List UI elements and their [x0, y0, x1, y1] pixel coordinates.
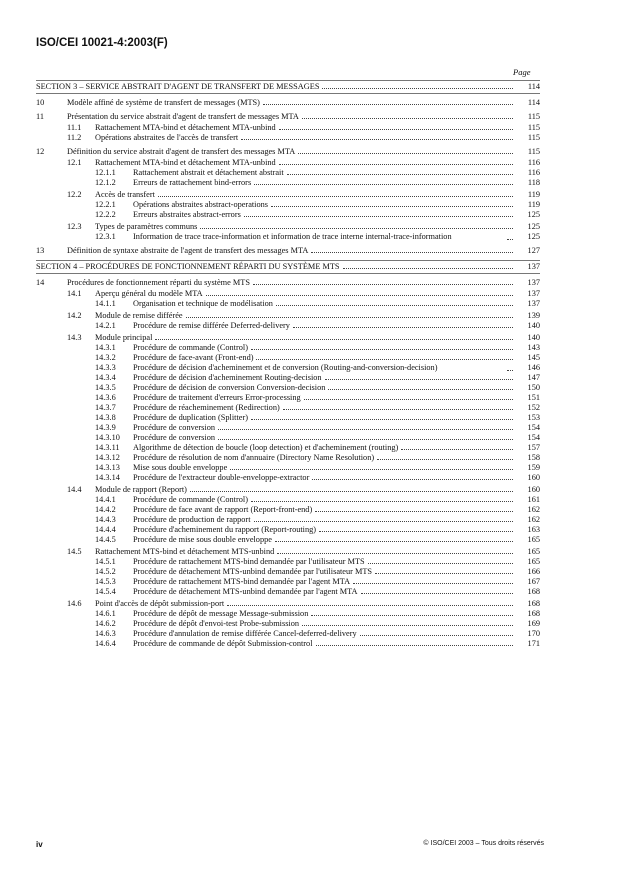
toc-entry-page: 154 [527, 423, 540, 432]
footer-page-number: iv [36, 840, 43, 849]
toc-entry-page: 115 [527, 112, 540, 121]
toc-entry-title: Procédure de production de rapport [133, 515, 251, 524]
toc-entry[interactable] [36, 98, 540, 108]
toc-entry-page: 147 [527, 373, 540, 382]
toc-entry-number: 14.4 [67, 485, 82, 494]
toc-entry[interactable] [36, 373, 540, 383]
toc-entry[interactable] [36, 333, 540, 343]
toc-entry-number: 14.6.2 [95, 619, 116, 628]
toc-entry-title: Accès de transfert [95, 190, 155, 199]
document-id: ISO/CEI 10021-4:2003(F) [36, 37, 168, 49]
toc-entry-page: 163 [527, 525, 540, 534]
toc-entry[interactable] [36, 443, 540, 453]
dot-leader [298, 153, 513, 154]
toc-entry-number: 11 [36, 112, 44, 121]
toc-entry-page: 167 [527, 577, 540, 586]
dot-leader [361, 593, 513, 594]
toc-entry-number: 12.3 [67, 222, 82, 231]
toc-entry-title: Procédure de face avant de rapport (Report-front-end) [133, 505, 313, 514]
dot-leader [256, 359, 513, 360]
dot-leader [311, 615, 513, 616]
toc-entry-title: Point d'accès de dépôt submission-port [95, 599, 225, 608]
dot-leader [254, 184, 513, 185]
toc-entry[interactable] [36, 587, 540, 597]
toc-entry[interactable] [36, 353, 540, 363]
toc-entry-number: 14.3.14 [95, 473, 120, 482]
toc-entry-page: 170 [527, 629, 540, 638]
dot-leader [251, 501, 513, 502]
toc-entry[interactable] [36, 178, 540, 188]
toc-entry-title: Types de paramètres communs [95, 222, 198, 231]
footer-copyright: © ISO/CEI 2003 – Tous droits réservés [423, 840, 544, 847]
toc-entry-page: 127 [527, 246, 540, 255]
toc-entry-page: 146 [527, 363, 540, 372]
toc-entry-title: Opérations abstraites de l'accès de transfert [95, 133, 239, 142]
toc-entry-title: Procédure d'acheminement du rapport (Report-routing) [133, 525, 317, 534]
dot-leader [375, 573, 513, 574]
dot-leader [230, 469, 513, 470]
dot-leader [360, 635, 513, 636]
toc-entry[interactable] [36, 453, 540, 463]
dot-leader [507, 239, 513, 240]
toc-entry-title: Modèle affiné de système de transfert de messages (MTS) [67, 98, 260, 107]
toc-entry-title: Procédure de duplication (Splitter) [133, 413, 248, 422]
toc-entry-number: 14.2 [67, 311, 82, 320]
toc-entry[interactable] [36, 168, 540, 178]
toc-entry-number: 14.3.2 [95, 353, 116, 362]
toc-entry[interactable] [36, 112, 540, 122]
dot-leader [319, 531, 513, 532]
toc-entry-number: 14.6.1 [95, 609, 116, 618]
toc-entry-title: Erreurs abstraites abstract-errors [133, 210, 241, 219]
toc-entry-title: Procédure de traitement d'erreurs Error-processing [133, 393, 301, 402]
toc-entry-title: Mise sous double enveloppe [133, 463, 228, 472]
toc-entry-title: Procédure de conversion [133, 423, 216, 432]
toc-entry[interactable] [36, 299, 540, 309]
dot-leader [277, 553, 513, 554]
toc-entry-title: Opérations abstraites abstract-operations [133, 200, 269, 209]
toc-entry-number: 14.4.5 [95, 535, 116, 544]
toc-entry[interactable] [36, 363, 540, 373]
dot-leader [302, 625, 513, 626]
toc-entry-number: 14.1.1 [95, 299, 116, 308]
dot-leader [279, 164, 513, 165]
toc-entry-number: 12.2.2 [95, 210, 116, 219]
toc-entry-page: 137 [527, 299, 540, 308]
dot-leader [190, 491, 513, 492]
toc-entry-title: Module principal [95, 333, 153, 342]
toc-entry[interactable] [36, 403, 540, 413]
toc-entry-number: 14.6 [67, 599, 82, 608]
toc-entry-number: 14.5.3 [95, 577, 116, 586]
toc-entry-title: Procédure de décision de conversion Conversion-decision [133, 383, 326, 392]
toc-entry[interactable] [36, 609, 540, 619]
toc-entry-page: 166 [527, 567, 540, 576]
toc-entry-page: 168 [527, 587, 540, 596]
toc-entry[interactable] [36, 289, 540, 299]
dot-leader [218, 439, 513, 440]
toc-entry-title: Erreurs de rattachement bind-errors [133, 178, 252, 187]
toc-entry-number: 10 [36, 98, 45, 107]
toc-entry[interactable] [36, 260, 540, 274]
toc-entry[interactable] [36, 343, 540, 353]
toc-entry-number: 14.4.3 [95, 515, 116, 524]
toc-entry[interactable] [36, 485, 540, 495]
toc-entry-page: 137 [527, 262, 540, 271]
toc-entry[interactable] [36, 147, 540, 157]
toc-entry-title: Procédure d'annulation de remise différée Cancel-deferred-delivery [133, 629, 357, 638]
toc-entry-page: 140 [527, 333, 540, 342]
dot-leader [293, 327, 513, 328]
toc-entry-title: SECTION 3 – SERVICE ABSTRAIT D'AGENT DE TRANSFERT DE MESSAGES [36, 82, 320, 91]
dot-leader [343, 268, 513, 269]
toc-entry-page: 114 [527, 82, 540, 91]
toc-entry-page: 140 [527, 321, 540, 330]
toc-entry-page: 154 [527, 433, 540, 442]
dot-leader [263, 104, 513, 105]
dot-leader [283, 409, 513, 410]
toc-entry-page: 119 [527, 200, 540, 209]
dot-leader [328, 389, 513, 390]
toc-entry-number: 14.6.4 [95, 639, 116, 648]
toc-entry-number: 14.3.8 [95, 413, 116, 422]
toc-entry-page: 160 [527, 485, 540, 494]
toc-entry-number: 14.3.1 [95, 343, 116, 352]
toc-entry[interactable] [36, 133, 540, 143]
toc-entry-title: Procédure de décision d'acheminement et de conversion (Routing-and-conversion-decision) [133, 363, 438, 372]
dot-leader [304, 399, 513, 400]
toc-entry-title: Procédure de rattachement MTS-bind demandée par l'agent MTA [133, 577, 351, 586]
toc-entry-page: 125 [527, 232, 540, 241]
toc-entry[interactable] [36, 311, 540, 321]
page-column-label: Page [513, 67, 531, 77]
toc-entry-title: Procédure de commande (Control) [133, 495, 248, 504]
toc-entry-number: 12 [36, 147, 45, 156]
toc-entry[interactable] [36, 190, 540, 200]
toc-entry[interactable] [36, 80, 540, 94]
toc-entry-number: 14.3.11 [95, 443, 120, 452]
toc-entry-title: Présentation du service abstrait d'agent de transfert de messages MTA [67, 112, 299, 121]
dot-leader [368, 563, 513, 564]
toc-entry-page: 115 [527, 123, 540, 132]
toc-entry[interactable] [36, 278, 540, 288]
toc-entry-title: Procédure de face-avant (Front-end) [133, 353, 254, 362]
toc-entry-title: Procédure de résolution de nom d'annuaire (Directory Name Resolution) [133, 453, 375, 462]
toc-entry-number: 12.1.1 [95, 168, 116, 177]
toc-entry-number: 14.3.12 [95, 453, 120, 462]
toc-entry[interactable] [36, 463, 540, 473]
toc-entry-title: Procédures de fonctionnement réparti du système MTS [67, 278, 250, 287]
toc-entry-title: Algorithme de détection de boucle (loop detection) et d'acheminement (routing) [133, 443, 399, 452]
toc-entry[interactable] [36, 599, 540, 609]
toc-entry[interactable] [36, 383, 540, 393]
toc-entry-title: Rattachement abstrait et détachement abstrait [133, 168, 284, 177]
toc-entry[interactable] [36, 393, 540, 403]
toc-entry-number: 14.3.4 [95, 373, 116, 382]
dot-leader [186, 317, 513, 318]
toc-entry-title: Rattachement MTA-bind et détachement MTA-unbind [95, 158, 276, 167]
toc-entry-page: 137 [527, 278, 540, 287]
toc-entry-title: Procédure de décision d'acheminement Routing-decision [133, 373, 322, 382]
toc-entry-number: 14.4.4 [95, 525, 116, 534]
toc-entry-title: Procédure de commande de dépôt Submission-control [133, 639, 313, 648]
toc-entry[interactable] [36, 577, 540, 587]
toc-entry-number: 14.3.7 [95, 403, 116, 412]
toc-entry-title: Procédure de l'extracteur double-enveloppe-extractor [133, 473, 310, 482]
toc-entry-number: 14.4.2 [95, 505, 116, 514]
toc-entry-number: 14.4.1 [95, 495, 116, 504]
toc-entry[interactable] [36, 423, 540, 433]
toc-entry-page: 168 [527, 609, 540, 618]
dot-leader [254, 521, 514, 522]
toc-entry-title: Définition de syntaxe abstraite de l'agent de transfert des messages MTA [67, 246, 309, 255]
dot-leader [271, 206, 513, 207]
toc-entry[interactable] [36, 222, 540, 232]
toc-entry-page: 137 [527, 289, 540, 298]
toc-entry-number: 14.1 [67, 289, 82, 298]
dot-leader [315, 511, 513, 512]
dot-leader [155, 339, 513, 340]
dot-leader [312, 479, 513, 480]
toc-entry-number: 14.5.4 [95, 587, 116, 596]
toc-entry-number: 14.5 [67, 547, 82, 556]
toc-entry-page: 165 [527, 535, 540, 544]
dot-leader [276, 305, 513, 306]
toc-entry-number: 14.3.5 [95, 383, 116, 392]
toc-entry-title: Procédure de conversion [133, 433, 216, 442]
toc-entry-title: Procédure de rattachement MTS-bind demandée par l'utilisateur MTS [133, 557, 365, 566]
toc-entry-number: 11.2 [67, 133, 82, 142]
dot-leader [251, 419, 513, 420]
dot-leader [377, 459, 513, 460]
toc-entry-number: 14.3.6 [95, 393, 116, 402]
toc-entry-page: 151 [527, 393, 540, 402]
toc-entry-title: SECTION 4 – PROCÉDURES DE FONCTIONNEMENT RÉPARTI DU SYSTÈME MTS [36, 262, 340, 271]
toc-entry-page: 125 [527, 210, 540, 219]
toc-entry-page: 150 [527, 383, 540, 392]
toc-entry[interactable] [36, 158, 540, 168]
toc-entry-page: 165 [527, 557, 540, 566]
toc-entry-page: 158 [527, 453, 540, 462]
dot-leader [401, 449, 513, 450]
toc-entry-number: 14.3.10 [95, 433, 120, 442]
toc-entry-page: 153 [527, 413, 540, 422]
dot-leader [322, 88, 513, 89]
toc-entry[interactable] [36, 515, 540, 525]
toc-entry-number: 12.3.1 [95, 232, 116, 241]
toc-entry-title: Procédure de détachement MTS-unbind demandée par l'agent MTA [133, 587, 358, 596]
toc-entry-page: 160 [527, 473, 540, 482]
toc-entry-title: Information de trace trace-information et information de trace interne internal-trace-information [133, 232, 452, 241]
toc-entry-number: 14.3.9 [95, 423, 116, 432]
toc-entry-title: Procédure de dépôt de message Message-submission [133, 609, 309, 618]
toc-entry-number: 14.6.3 [95, 629, 116, 638]
toc-entry-title: Aperçu général du modèle MTA [95, 289, 203, 298]
toc-entry[interactable] [36, 619, 540, 629]
toc-entry[interactable] [36, 413, 540, 423]
toc-entry[interactable] [36, 321, 540, 331]
toc-entry-number: 12.1.2 [95, 178, 116, 187]
toc-entry-page: 115 [527, 147, 540, 156]
toc-entry-number: 12.1 [67, 158, 82, 167]
dot-leader [311, 252, 513, 253]
dot-leader [158, 196, 513, 197]
toc-entry-page: 139 [527, 311, 540, 320]
toc-entry-page: 116 [527, 158, 540, 167]
toc-entry-number: 13 [36, 246, 45, 255]
toc-entry-page: 143 [527, 343, 540, 352]
toc-entry-title: Module de rapport (Report) [95, 485, 187, 494]
toc-entry-title: Procédure de remise différée Deferred-delivery [133, 321, 290, 330]
toc-entry-page: 116 [527, 168, 540, 177]
toc-entry-number: 12.2 [67, 190, 82, 199]
toc-entry[interactable] [36, 567, 540, 577]
toc-entry-title: Définition du service abstrait d'agent de transfert des messages MTA [67, 147, 296, 156]
toc-entry-page: 157 [527, 443, 540, 452]
toc-entry[interactable] [36, 505, 540, 515]
toc-entry[interactable] [36, 547, 540, 557]
dot-leader [325, 379, 513, 380]
toc-entry-number: 14.5.1 [95, 557, 116, 566]
toc-entry[interactable] [36, 246, 540, 256]
toc-entry[interactable] [36, 495, 540, 505]
toc-entry-page: 145 [527, 353, 540, 362]
toc-entry-page: 159 [527, 463, 540, 472]
toc-entry-number: 11.1 [67, 123, 82, 132]
toc-entry-title: Module de remise différée [95, 311, 183, 320]
toc-entry[interactable] [36, 629, 540, 639]
toc-entry[interactable] [36, 200, 540, 210]
toc-entry-page: 162 [527, 505, 540, 514]
toc-entry-title: Procédure de détachement MTS-unbind demandée par l'utilisateur MTS [133, 567, 373, 576]
toc-entry[interactable] [36, 525, 540, 535]
toc-entry-number: 14.2.1 [95, 321, 116, 330]
toc-entry-number: 14 [36, 278, 45, 287]
toc-entry[interactable] [36, 535, 540, 545]
dot-leader [253, 284, 513, 285]
toc-entry-number: 14.3.3 [95, 363, 116, 372]
dot-leader [218, 429, 513, 430]
dot-leader [200, 228, 513, 229]
dot-leader [302, 118, 513, 119]
toc-entry-page: 114 [527, 98, 540, 107]
toc-entry-page: 171 [527, 639, 540, 648]
toc-entry-number: 14.3 [67, 333, 82, 342]
dot-leader [251, 349, 513, 350]
toc-entry-page: 152 [527, 403, 540, 412]
toc-entry-title: Procédure de commande (Control) [133, 343, 248, 352]
toc-entry-title: Procédure de dépôt d'envoi-test Probe-submission [133, 619, 300, 628]
table-of-contents [36, 80, 540, 649]
toc-entry[interactable] [36, 123, 540, 133]
toc-entry-page: 115 [527, 133, 540, 142]
dot-leader [244, 216, 513, 217]
toc-entry-page: 119 [527, 190, 540, 199]
toc-entry-page: 162 [527, 515, 540, 524]
toc-entry[interactable] [36, 639, 540, 649]
toc-entry[interactable] [36, 557, 540, 567]
dot-leader [353, 583, 513, 584]
toc-entry[interactable] [36, 232, 540, 242]
dot-leader [287, 174, 513, 175]
dot-leader [279, 129, 513, 130]
toc-entry-number: 14.3.13 [95, 463, 120, 472]
dot-leader [241, 139, 513, 140]
toc-entry-title: Procédure de réacheminement (Redirection) [133, 403, 280, 412]
toc-entry[interactable] [36, 473, 540, 483]
toc-entry-title: Organisation et technique de modélisation [133, 299, 273, 308]
toc-entry-title: Rattachement MTS-bind et détachement MTS-unbind [95, 547, 275, 556]
toc-entry-page: 165 [527, 547, 540, 556]
dot-leader [206, 295, 513, 296]
dot-leader [227, 605, 513, 606]
toc-entry[interactable] [36, 433, 540, 443]
toc-entry-page: 169 [527, 619, 540, 628]
dot-leader [275, 541, 513, 542]
toc-entry[interactable] [36, 210, 540, 220]
toc-entry-number: 12.2.1 [95, 200, 116, 209]
toc-entry-page: 125 [527, 222, 540, 231]
dot-leader [316, 645, 514, 646]
toc-entry-page: 161 [527, 495, 540, 504]
toc-entry-title: Rattachement MTA-bind et détachement MTA-unbind [95, 123, 276, 132]
toc-entry-number: 14.5.2 [95, 567, 116, 576]
toc-entry-title: Procédure de mise sous double enveloppe [133, 535, 272, 544]
toc-entry-page: 118 [527, 178, 540, 187]
toc-entry-page: 168 [527, 599, 540, 608]
dot-leader [507, 370, 513, 371]
